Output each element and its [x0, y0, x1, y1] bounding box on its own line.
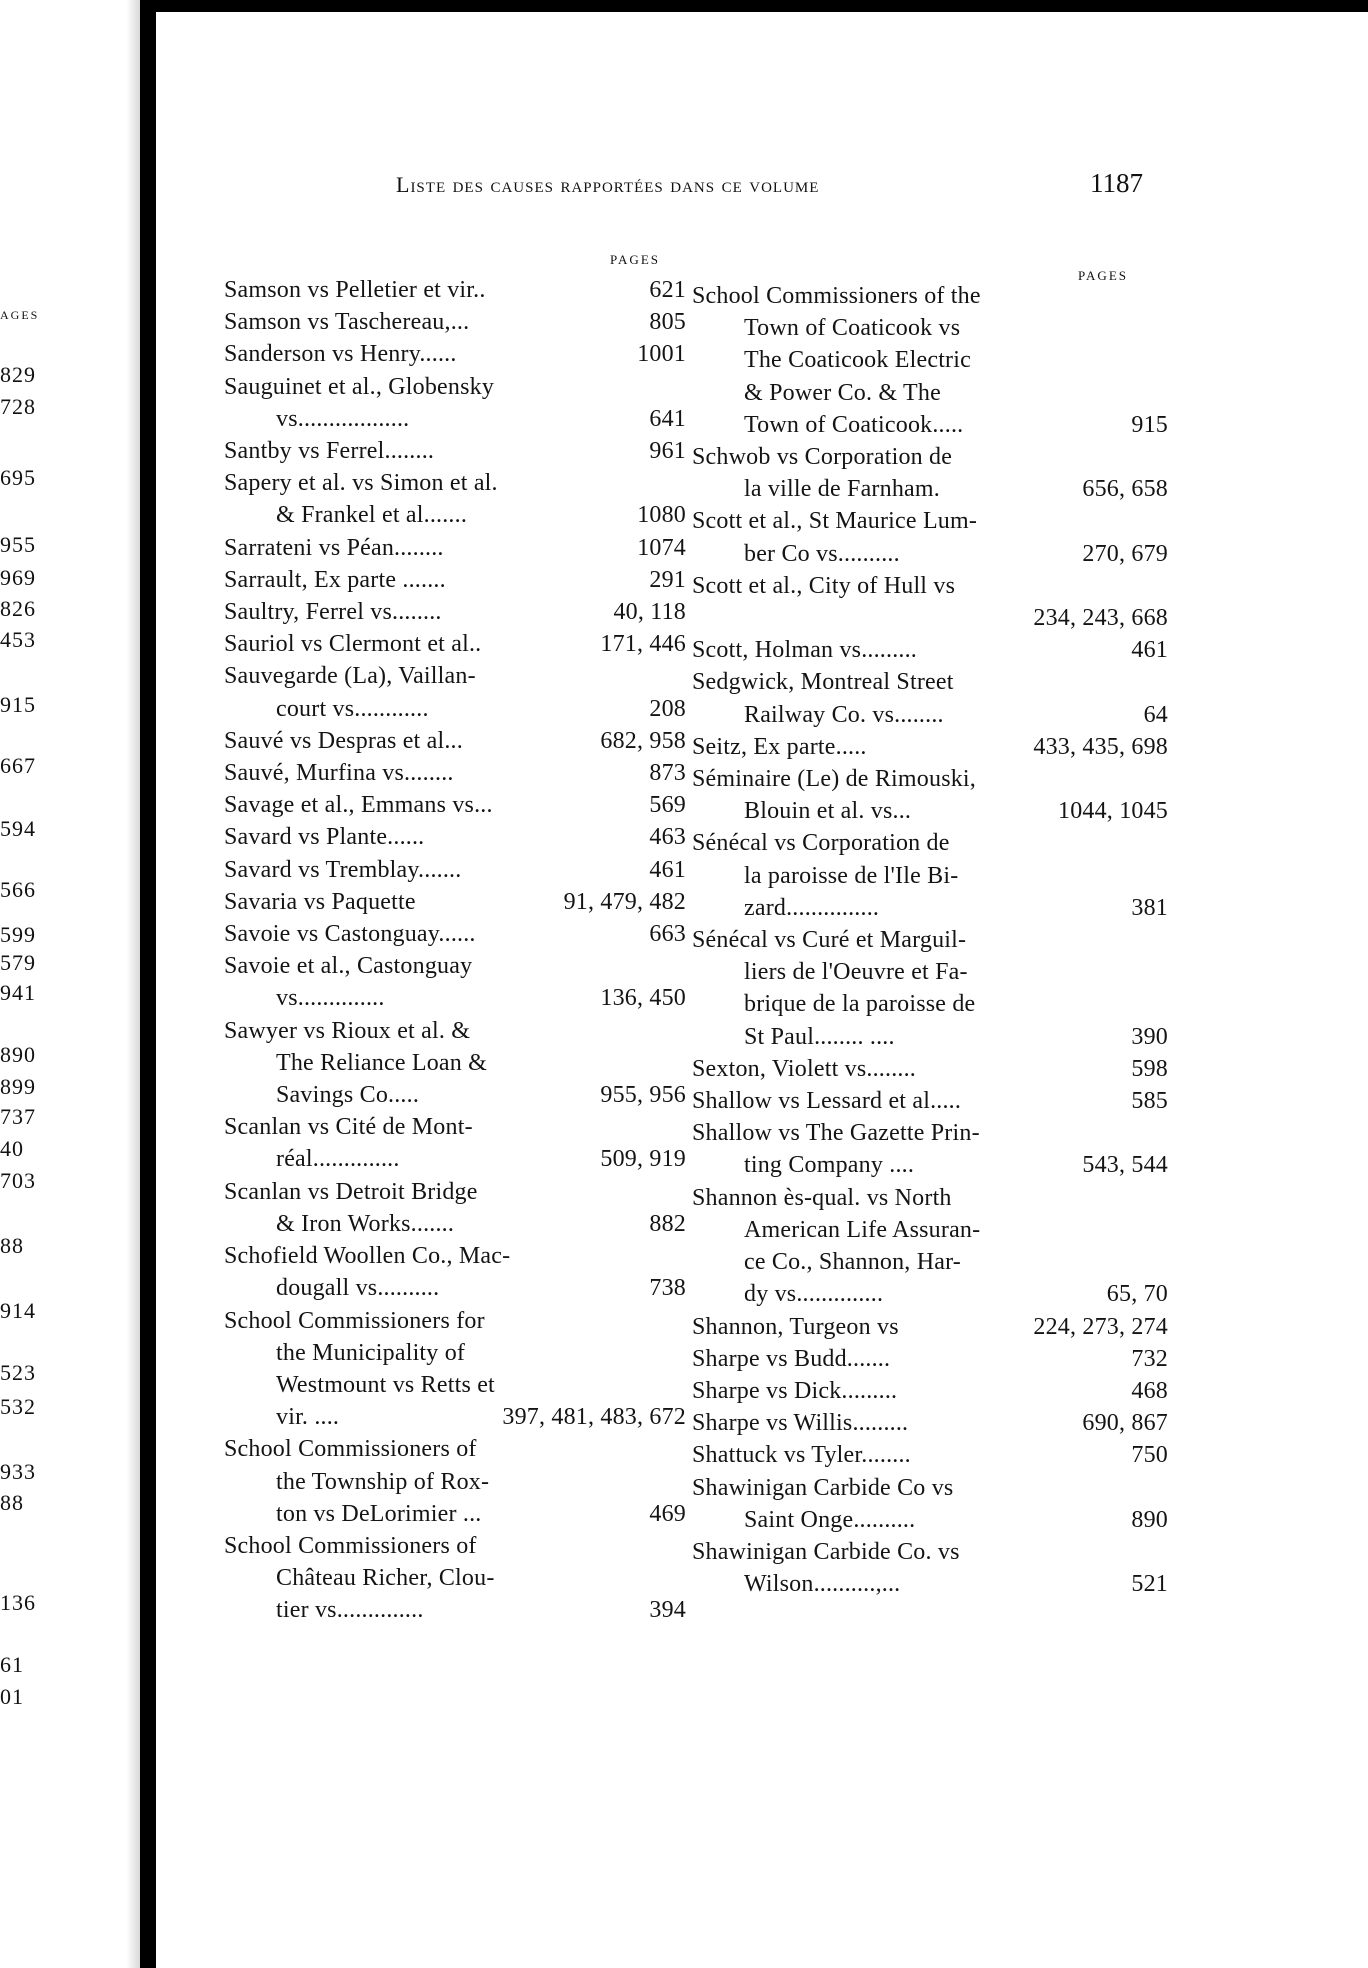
index-entry	[224, 1530, 686, 1627]
facing-page	[0, 0, 136, 1968]
entry-text: Scott et al., St Maurice Lum-	[692, 508, 978, 535]
entry-text: Scanlan vs Detroit Bridge	[224, 1178, 478, 1205]
entry-text: the Municipality of	[276, 1339, 466, 1366]
entry-text: Savard vs Tremblay.......	[224, 856, 462, 883]
entry-text: Shattuck vs Tyler........	[692, 1442, 911, 1469]
entry-pages: 224, 273, 274	[1033, 1313, 1168, 1340]
entry-pages: 621	[649, 277, 686, 303]
entry-pages: 208	[649, 695, 686, 722]
facing-page-number: 523	[0, 1360, 36, 1385]
entry-text: School Commissioners of	[224, 1532, 477, 1559]
facing-page-number: 933	[0, 1459, 36, 1484]
entry-text: Sauvé vs Despras et al...	[224, 727, 463, 754]
entry-text: court vs............	[276, 695, 429, 722]
entry-pages: 1044, 1045	[1058, 798, 1168, 825]
index-entry	[224, 435, 686, 467]
entry-pages: 65, 70	[1106, 1281, 1168, 1308]
entry-text: Scott et al., City of Hull vs	[692, 572, 956, 599]
index-entry	[224, 628, 686, 660]
facing-page-number: 01	[0, 1684, 24, 1709]
index-entry	[224, 789, 686, 821]
index-entry	[224, 371, 686, 435]
entry-pages: 955, 956	[600, 1082, 686, 1109]
entry-text: Savoie vs Castonguay......	[224, 921, 476, 948]
facing-page-number: 969	[0, 565, 36, 590]
entry-text: American Life Assuran-	[744, 1216, 981, 1243]
index-entry	[224, 950, 686, 1014]
facing-page-number: 453	[0, 627, 36, 652]
entry-text: Shawinigan Carbide Co vs	[692, 1474, 954, 1501]
entry-text: Savings Co.....	[276, 1082, 420, 1109]
entry-text: & Iron Works.......	[276, 1210, 455, 1237]
index-entry	[692, 1053, 1168, 1085]
entry-text: Shannon, Turgeon vs	[692, 1313, 899, 1340]
facing-page-number: 594	[0, 816, 36, 841]
entry-pages: 397, 481, 483, 672	[502, 1404, 686, 1431]
pages-label-left: PAGES	[610, 252, 660, 267]
facing-page-number: 88	[0, 1490, 24, 1515]
facing-page-number: 532	[0, 1394, 36, 1419]
entry-pages: 390	[1131, 1023, 1168, 1050]
index-entry	[224, 338, 686, 370]
index-entry	[224, 1305, 686, 1434]
index-entry	[692, 1085, 1168, 1117]
index-entry	[692, 441, 1168, 505]
entry-text: liers de l'Oeuvre et Fa-	[744, 959, 968, 986]
facing-page-number: 890	[0, 1042, 36, 1067]
entry-text: Sexton, Violett vs........	[692, 1055, 916, 1082]
entry-text: The Reliance Loan &	[276, 1049, 488, 1076]
entry-text: Town of Coaticook.....	[744, 411, 964, 438]
facing-page-number: 737	[0, 1104, 36, 1129]
facing-page-number: 667	[0, 753, 36, 778]
entry-text: Sedgwick, Montreal Street	[692, 669, 954, 696]
index-entry	[224, 1433, 686, 1530]
entry-text: Sauvegarde (La), Vaillan-	[224, 663, 476, 690]
facing-page-numbers	[0, 0, 60, 1968]
entry-pages: 543, 544	[1082, 1152, 1168, 1179]
entry-pages: 732	[1131, 1345, 1168, 1372]
index-entry	[224, 854, 686, 886]
index-entry	[224, 1240, 686, 1304]
index-entry	[224, 306, 686, 338]
facing-page-number: 941	[0, 980, 36, 1005]
entry-pages: 690, 867	[1082, 1410, 1168, 1437]
entry-text: la ville de Farnham.	[744, 476, 940, 503]
entry-pages: 882	[649, 1210, 686, 1237]
index-entry	[224, 1015, 686, 1112]
entry-pages: 468	[1131, 1377, 1168, 1404]
entry-text: School Commissioners of	[224, 1436, 477, 1463]
index-entry	[692, 1439, 1168, 1471]
entry-pages: 641	[649, 405, 686, 432]
entry-text: Sarrateni vs Péan........	[224, 534, 444, 561]
entry-pages: 750	[1131, 1442, 1168, 1469]
entry-text: School Commissioners for	[224, 1307, 485, 1334]
entry-text: Savoie et al., Castonguay	[224, 953, 473, 980]
entry-pages: 915	[1131, 411, 1168, 438]
entry-pages: 961	[649, 438, 686, 465]
entry-pages: 234, 243, 668	[1033, 605, 1168, 632]
entry-pages: 738	[649, 1275, 686, 1302]
entry-text: Savard vs Plante......	[224, 824, 425, 851]
index-entry	[692, 505, 1168, 569]
index-entry	[692, 1182, 1168, 1311]
index-entry	[224, 660, 686, 724]
facing-page-number: 829	[0, 362, 36, 387]
entry-text: Savage et al., Emmans vs...	[224, 792, 493, 819]
entry-pages: 91, 479, 482	[563, 888, 686, 915]
entry-pages: 890	[1131, 1506, 1168, 1533]
entry-text: Sénécal vs Corporation de	[692, 830, 950, 857]
facing-page-number: 579	[0, 950, 36, 975]
entry-text: Sapery et al. vs Simon et al.	[224, 470, 498, 497]
entry-text: vs..............	[276, 985, 385, 1012]
index-entry	[692, 827, 1168, 924]
entry-text: Shallow vs Lessard et al.....	[692, 1088, 962, 1115]
index-entry	[224, 725, 686, 757]
index-entry	[224, 467, 686, 531]
facing-page-number: 599	[0, 922, 36, 947]
facing-page-number: 955	[0, 532, 36, 557]
entry-text: Shallow vs The Gazette Prin-	[692, 1120, 980, 1147]
entry-text: Sharpe vs Willis.........	[692, 1410, 909, 1437]
index-entry	[224, 821, 686, 853]
entry-text: Sarrault, Ex parte .......	[224, 566, 446, 593]
entry-text: tier vs..............	[276, 1597, 424, 1624]
entry-text: the Township of Rox-	[276, 1468, 490, 1495]
index-entry	[224, 596, 686, 628]
entry-pages: 394	[649, 1597, 686, 1624]
entry-pages: 64	[1143, 701, 1168, 728]
entry-text: The Coaticook Electric	[744, 347, 971, 374]
index-entry	[224, 564, 686, 596]
entry-text: Sauvé, Murfina vs........	[224, 760, 454, 787]
index-entry	[692, 666, 1168, 730]
entry-text: & Frankel et al.......	[276, 502, 468, 529]
facing-page-number: 826	[0, 596, 36, 621]
index-entry	[224, 1176, 686, 1240]
entry-text: ce Co., Shannon, Har-	[744, 1249, 962, 1276]
index-entry	[692, 763, 1168, 827]
index-entry	[224, 274, 686, 306]
entry-pages: 656, 658	[1082, 476, 1168, 503]
entry-pages: 873	[649, 760, 686, 787]
entry-pages: 291	[649, 566, 686, 593]
index-entry	[692, 1343, 1168, 1375]
index-entry	[692, 1375, 1168, 1407]
page-number: 1187	[1090, 168, 1143, 198]
entry-text: Saultry, Ferrel vs........	[224, 599, 442, 626]
entry-text: Wilson..........,...	[744, 1571, 901, 1598]
facing-page-number: 88	[0, 1233, 24, 1258]
pages-label-right: PAGES	[1078, 268, 1128, 283]
entry-text: ber Co vs..........	[744, 540, 900, 567]
entry-pages: 463	[649, 824, 686, 851]
entry-text: réal..............	[276, 1146, 400, 1173]
entry-pages: 1080	[637, 502, 686, 529]
entry-pages: 136, 450	[600, 985, 686, 1012]
entry-text: Schofield Woollen Co., Mac-	[224, 1243, 511, 1270]
index-entry	[692, 570, 1168, 634]
entry-text: zard...............	[744, 894, 880, 921]
entry-pages: 682, 958	[600, 727, 686, 754]
entry-pages: 805	[649, 309, 686, 336]
entry-pages: 171, 446	[600, 631, 686, 658]
entry-text: Scanlan vs Cité de Mont-	[224, 1114, 473, 1141]
entry-pages: 521	[1131, 1571, 1168, 1598]
index-column-left	[224, 274, 686, 1627]
entry-pages: 663	[649, 921, 686, 948]
facing-page-number: 695	[0, 465, 36, 490]
entry-text: Railway Co. vs........	[744, 701, 944, 728]
entry-text: School Commissioners of the	[692, 283, 981, 309]
index-page	[156, 12, 1368, 1968]
entry-text: Savaria vs Paquette	[224, 888, 416, 915]
entry-text: Scott, Holman vs.........	[692, 637, 917, 664]
entry-pages: 270, 679	[1082, 540, 1168, 567]
entry-text: Sawyer vs Rioux et al. &	[224, 1017, 471, 1044]
facing-page-number: 61	[0, 1652, 24, 1677]
entry-text: Sénécal vs Curé et Marguil-	[692, 927, 967, 954]
entry-pages: 1001	[637, 341, 686, 368]
index-entry	[224, 918, 686, 950]
running-header: Liste des causes rapportées dans ce volume	[396, 172, 820, 197]
entry-text: St Paul........ ....	[744, 1023, 895, 1050]
entry-text: vir. ....	[276, 1404, 340, 1431]
index-entry	[692, 1311, 1168, 1343]
gutter-shadow	[126, 0, 140, 1968]
entry-text: Shawinigan Carbide Co. vs	[692, 1538, 960, 1565]
facing-page-number: 728	[0, 394, 36, 419]
entry-pages: 569	[649, 792, 686, 819]
entry-text: dougall vs..........	[276, 1275, 440, 1302]
entry-text: Sauriol vs Clermont et al..	[224, 631, 482, 658]
entry-text: vs..................	[276, 405, 410, 432]
entry-text: Westmount vs Retts et	[276, 1371, 495, 1398]
index-entry	[224, 532, 686, 564]
facing-page-number: 703	[0, 1168, 36, 1193]
entry-pages: 40, 118	[613, 599, 686, 626]
entry-text: Town of Coaticook vs	[744, 315, 961, 342]
facing-page-number: 136	[0, 1590, 36, 1615]
entry-text: Sharpe vs Dick.........	[692, 1377, 898, 1404]
entry-text: & Power Co. & The	[744, 379, 941, 406]
entry-text: Seitz, Ex parte.....	[692, 733, 867, 760]
entry-text: brique de la paroisse de	[744, 991, 976, 1018]
index-entry	[692, 1407, 1168, 1439]
entry-pages: 585	[1131, 1088, 1168, 1115]
index-entry	[692, 1117, 1168, 1181]
index-entry	[692, 634, 1168, 666]
entry-text: ting Company ....	[744, 1152, 915, 1179]
entry-text: la paroisse de l'Ile Bi-	[744, 862, 959, 889]
index-entry	[692, 280, 1168, 441]
entry-text: Château Richer, Clou-	[276, 1565, 495, 1592]
entry-pages: 509, 919	[600, 1146, 686, 1173]
entry-text: Samson vs Taschereau,...	[224, 309, 470, 336]
entry-text: Schwob vs Corporation de	[692, 444, 953, 471]
entry-text: Blouin et al. vs...	[744, 798, 912, 825]
facing-page-number: 899	[0, 1074, 36, 1099]
facing-page-header-fragment: AGES	[0, 308, 40, 322]
entry-pages: 381	[1131, 894, 1168, 921]
entry-pages: 1074	[637, 534, 686, 561]
entry-text: Saint Onge..........	[744, 1506, 916, 1533]
index-entry	[224, 886, 686, 918]
entry-text: Sanderson vs Henry......	[224, 341, 457, 368]
entry-text: Santby vs Ferrel........	[224, 438, 435, 465]
index-entry	[692, 1536, 1168, 1600]
index-entry	[692, 731, 1168, 763]
entry-text: Séminaire (Le) de Rimouski,	[692, 766, 977, 793]
facing-page-number: 914	[0, 1298, 36, 1323]
facing-page-number: 40	[0, 1136, 24, 1161]
entry-pages: 461	[649, 856, 686, 883]
entry-text: dy vs..............	[744, 1281, 884, 1308]
index-entry	[224, 757, 686, 789]
facing-page-number: 915	[0, 692, 36, 717]
index-entry	[692, 1472, 1168, 1536]
entry-pages: 461	[1131, 637, 1168, 664]
index-entry	[692, 924, 1168, 1053]
index-entry	[224, 1111, 686, 1175]
entry-text: Sauguinet et al., Globensky	[224, 373, 495, 400]
index-column-right	[692, 280, 1168, 1600]
entry-text: Samson vs Pelletier et vir..	[224, 277, 486, 303]
entry-pages: 469	[649, 1500, 686, 1527]
entry-text: Shannon ès-qual. vs North	[692, 1184, 952, 1211]
entry-pages: 598	[1131, 1055, 1168, 1082]
facing-page-number: 566	[0, 877, 36, 902]
entry-pages: 433, 435, 698	[1033, 733, 1168, 760]
entry-text: Sharpe vs Budd.......	[692, 1345, 891, 1372]
entry-text: ton vs DeLorimier ...	[276, 1500, 482, 1527]
